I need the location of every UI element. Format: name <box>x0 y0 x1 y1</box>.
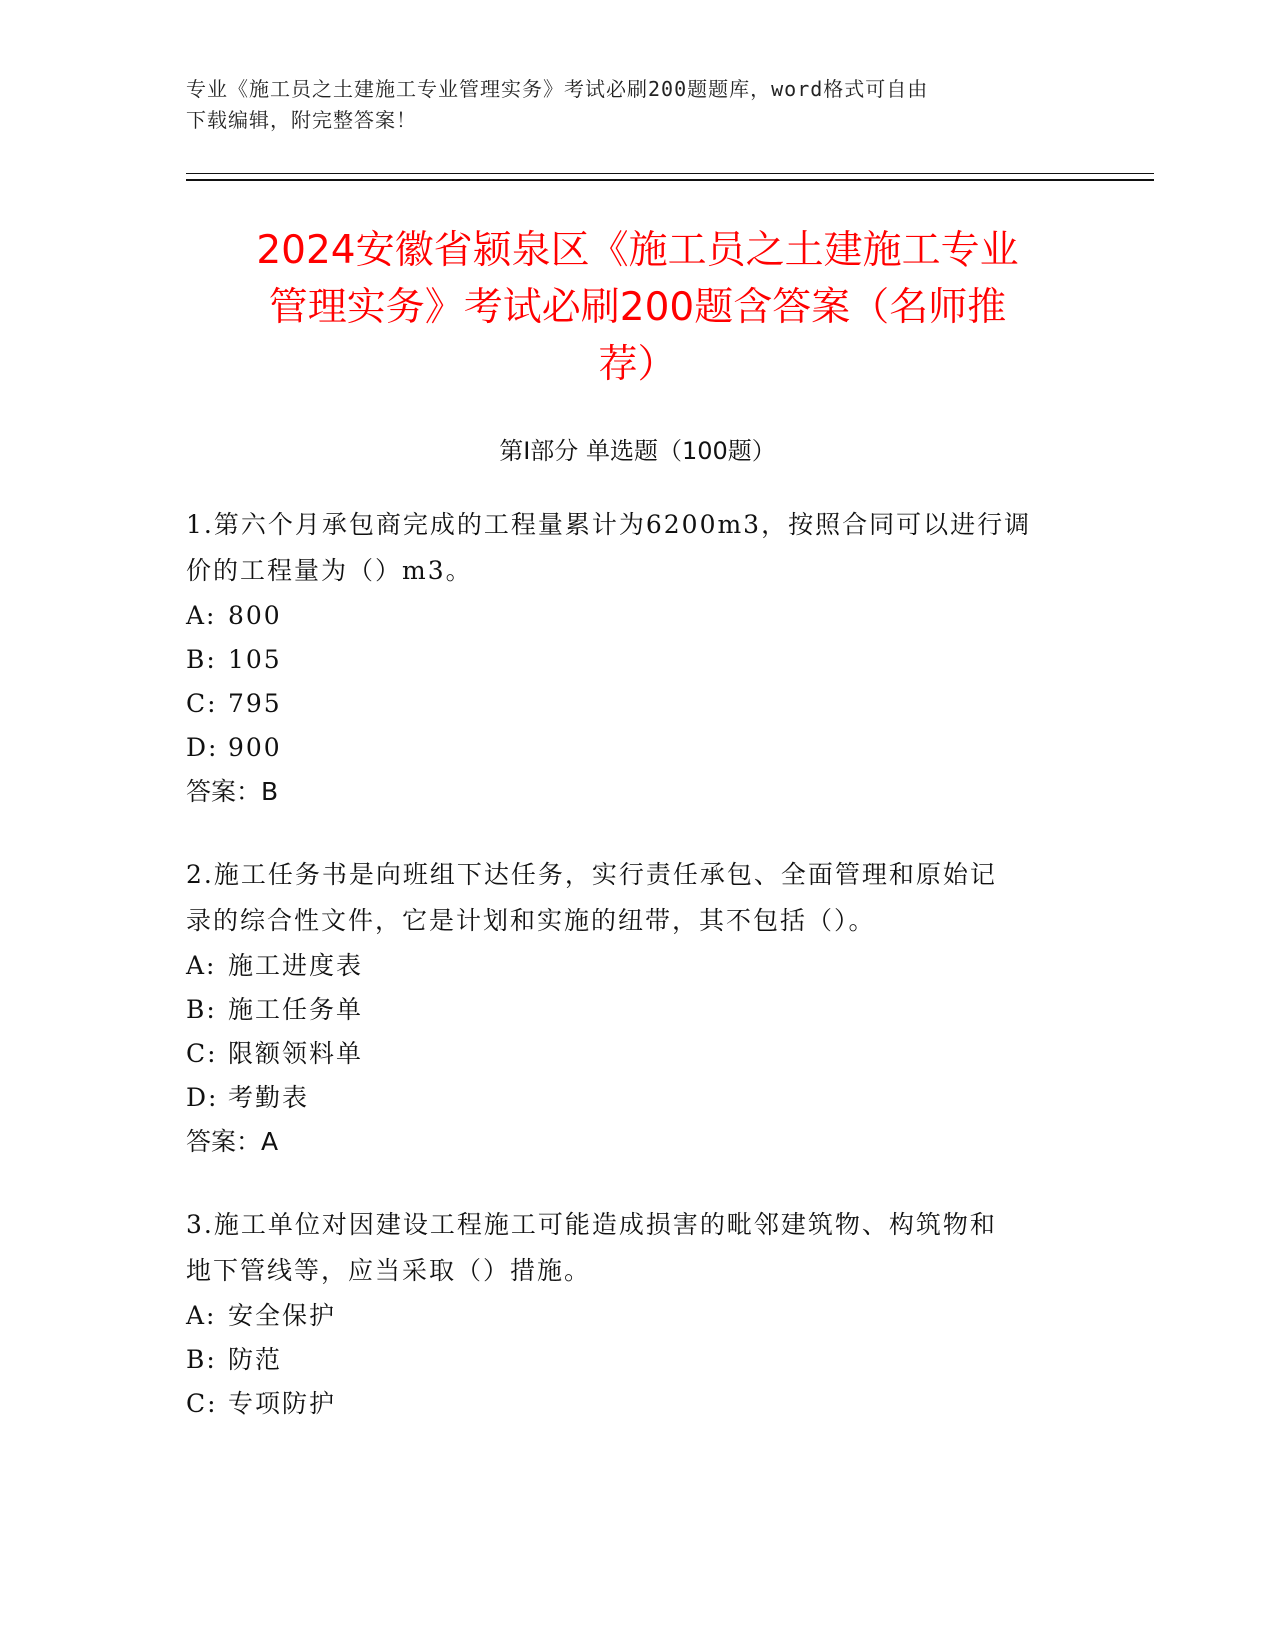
section-heading: 第Ⅰ部分 单选题（100题） <box>499 437 776 465</box>
option-text: 限额领料单 <box>228 1039 364 1068</box>
question-stem <box>186 1202 1056 1294</box>
option-key: A: <box>186 951 217 980</box>
question-2 <box>186 852 1056 1164</box>
option-text: 防范 <box>228 1345 283 1374</box>
option-text: 800 <box>228 601 282 630</box>
document-title <box>160 222 1115 393</box>
question-stem-line-1: 1.第六个月承包商完成的工程量累计为6200m3，按照合同可以进行调 <box>186 510 1032 539</box>
option-c <box>186 1032 1056 1076</box>
option-text: 考勤表 <box>228 1083 310 1112</box>
header-divider-thick <box>186 179 1154 181</box>
option-key: C: <box>186 1389 218 1418</box>
option-a <box>186 594 1056 638</box>
header-note-line-2: 下载编辑，附完整答案！ <box>186 108 417 132</box>
option-b <box>186 1338 1056 1382</box>
option-key: A: <box>186 601 217 630</box>
title-line-3: 荐） <box>598 342 677 387</box>
option-key: B: <box>186 1345 217 1374</box>
question-stem <box>186 852 1056 944</box>
option-key: C: <box>186 1039 218 1068</box>
question-3 <box>186 1202 1056 1426</box>
option-key: D: <box>186 733 219 762</box>
question-stem-line-1: 2.施工任务书是向班组下达任务，实行责任承包、全面管理和原始记 <box>186 860 997 889</box>
option-b <box>186 638 1056 682</box>
option-text: 施工任务单 <box>228 995 364 1024</box>
option-text: 施工进度表 <box>228 951 364 980</box>
answer: 答案：B <box>186 777 279 806</box>
option-key: A: <box>186 1301 217 1330</box>
option-a <box>186 944 1056 988</box>
header-note <box>186 74 1086 136</box>
title-line-2: 管理实务》考试必刷200题含答案（名师推 <box>268 285 1007 330</box>
option-text: 105 <box>228 645 282 674</box>
question-stem <box>186 502 1056 594</box>
option-text: 900 <box>228 733 282 762</box>
question-stem-line-1: 3.施工单位对因建设工程施工可能造成损害的毗邻建筑物、构筑物和 <box>186 1210 997 1239</box>
question-1 <box>186 502 1056 814</box>
option-text: 专项防护 <box>228 1389 337 1418</box>
option-key: C: <box>186 689 218 718</box>
question-stem-line-2: 地下管线等，应当采取（）措施。 <box>186 1256 592 1285</box>
option-text: 795 <box>228 689 282 718</box>
answer: 答案：A <box>186 1127 279 1156</box>
option-key: B: <box>186 645 217 674</box>
option-key: D: <box>186 1083 219 1112</box>
option-text: 安全保护 <box>228 1301 337 1330</box>
header-note-line-1: 专业《施工员之土建施工专业管理实务》考试必刷200题题库，word格式可自由 <box>186 77 929 101</box>
option-b <box>186 988 1056 1032</box>
option-d <box>186 1076 1056 1120</box>
option-c <box>186 1382 1056 1426</box>
header-divider-thin <box>186 173 1154 174</box>
question-stem-line-2: 录的综合性文件，它是计划和实施的纽带，其不包括（）。 <box>186 906 876 935</box>
option-d <box>186 726 1056 770</box>
title-line-1: 2024安徽省颍泉区《施工员之土建施工专业 <box>256 228 1019 273</box>
option-c <box>186 682 1056 726</box>
option-key: B: <box>186 995 217 1024</box>
option-a <box>186 1294 1056 1338</box>
question-stem-line-2: 价的工程量为（）m3。 <box>186 556 473 585</box>
